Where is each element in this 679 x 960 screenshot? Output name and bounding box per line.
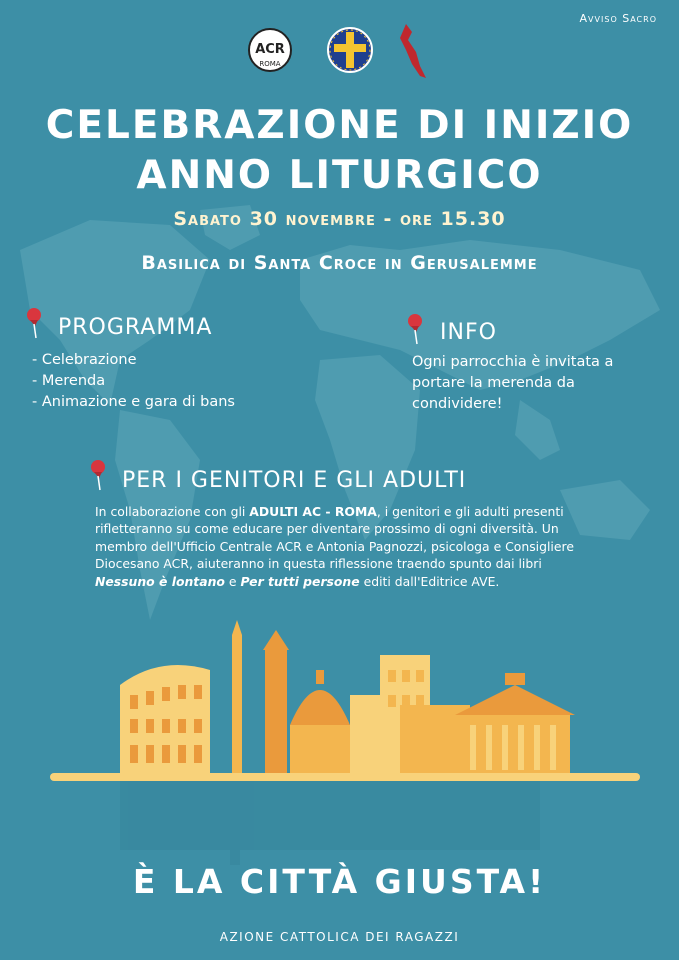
event-date: Sabato 30 novembre - ore 15.30 <box>173 208 506 230</box>
notice-label: Avviso Sacro <box>579 12 657 25</box>
info-line: Ogni parrocchia è invitata a <box>412 354 614 370</box>
info-heading: INFO <box>440 320 497 345</box>
genitori-paragraph <box>95 503 595 590</box>
svg-text:ROMA: ROMA <box>259 60 281 68</box>
info-text <box>412 352 613 415</box>
acr-logo <box>249 29 291 71</box>
title-line-2: ANNO LITURGICO <box>136 153 543 198</box>
map-pin-icon <box>405 312 427 346</box>
programma-item: - Celebrazione <box>32 352 137 368</box>
slogan: È LA CITTÀ GIUSTA! <box>132 862 547 901</box>
book-title: Nessuno è lontano <box>95 573 225 589</box>
svg-text:ACR: ACR <box>255 42 285 57</box>
logos <box>248 20 438 82</box>
roma-region-icon <box>400 24 426 78</box>
ac-cross-logo <box>328 28 372 72</box>
paragraph-text: In collaborazione con gli <box>95 504 250 519</box>
paragraph-text: e <box>224 573 241 589</box>
map-pin-icon <box>24 306 46 340</box>
rome-skyline-illustration <box>50 615 640 870</box>
book-title: Per tutti persone <box>240 573 360 589</box>
title-line-1: CELEBRAZIONE DI INIZIO <box>45 103 634 148</box>
paragraph-text: editi dall'Editrice AVE. <box>359 573 500 589</box>
info-line: condividere! <box>412 396 503 412</box>
programma-item: - Animazione e gara di bans <box>32 394 235 410</box>
programma-list <box>32 350 235 413</box>
paragraph-bold: ADULTI AC - ROMA <box>249 504 377 519</box>
footer-organization: AZIONE CATTOLICA DEI RAGAZZI <box>219 930 460 944</box>
paragraph-text: , i genitori e gli adulti presenti rifletteranno su come educare per diventare prossimo di ogni diversità. Un membro dell'Ufficio Centrale ACR e Antonia Pagnozzi, psicologa e Consigliere Diocesano ACR, aiuteranno in questa riflessione traendo spunto dai libri <box>95 504 574 572</box>
programma-heading: PROGRAMMA <box>58 315 213 340</box>
info-line: portare la merenda da <box>412 375 575 391</box>
genitori-heading: PER I GENITORI E GLI ADULTI <box>122 468 467 493</box>
map-pin-icon <box>88 458 110 492</box>
event-place: Basilica di Santa Croce in Gerusalemme <box>141 252 538 274</box>
programma-item: - Merenda <box>32 373 106 389</box>
